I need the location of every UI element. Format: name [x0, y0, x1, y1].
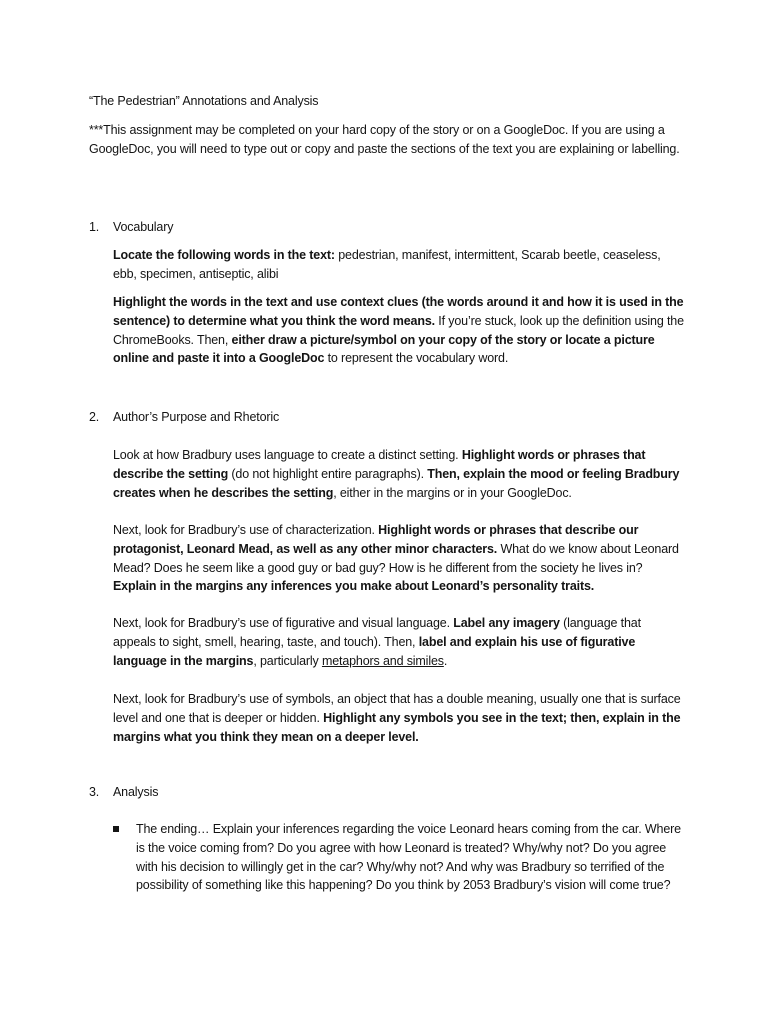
section-heading-vocabulary — [89, 218, 689, 237]
section-title: Author’s Purpose and Rhetoric — [113, 410, 280, 424]
document-title: “The Pedestrian” Annotations and Analysis — [89, 94, 319, 108]
section-number: 2. — [89, 410, 100, 424]
section-heading-rhetoric — [89, 408, 689, 427]
section-title: Analysis — [113, 785, 159, 799]
vocabulary-word-list: Locate the following words in the text: pedestrian, manifest, intermittent, Scarab beetle, ceaseless, ebb, specimen, antiseptic, alibi — [113, 248, 661, 281]
rhetoric-setting-paragraph: Look at how Bradbury uses language to create a distinct setting. Highlight words or phrases that describe the setting (do not highlight entire paragraphs). Then, explain the mood or feeling Bradbury creates when he describes the setting, either in the margins or in your GoogleDoc. — [113, 448, 680, 500]
section-number: 3. — [89, 785, 100, 799]
analysis-bullet-item: The ending… Explain your inferences regarding the voice Leonard hears coming from the car. Where is the voice coming from? Do you agree with how Leonard is treated? Why/why not? Do you agree with his decision to willingly get in the car? Why/why not? And why was Bradbury so terrified of the possibility of something like this happening? Do you think by 2053 Bradbury’s vision will come true? — [136, 822, 681, 893]
section-number: 1. — [89, 220, 100, 234]
bullet-square-icon — [113, 826, 119, 832]
assignment-intro: ***This assignment may be completed on your hard copy of the story or on a GoogleDoc. If you are using a GoogleDoc, you will need to type out or copy and paste the sections of the text you are explaining or labelling. — [89, 123, 680, 156]
section-title: Vocabulary — [113, 220, 174, 234]
section-heading-analysis — [89, 783, 689, 802]
rhetoric-characterization-paragraph: Next, look for Bradbury’s use of characterization. Highlight words or phrases that describe our protagonist, Leonard Mead, as well as any other minor characters. What do we know about Leonard Mead? Does he seem like a good guy or bad guy? How is he different from the society he lives in? Explain in the margins any inferences you make about Leonard’s personality traits. — [113, 523, 679, 594]
vocabulary-instructions: Highlight the words in the text and use context clues (the words around it and how it is used in the sentence) to determine what you think the word means. If you’re stuck, look up the definition using the ChromeBooks. Then, either draw a picture/symbol on your copy of the story or locate a picture online and paste it into a GoogleDoc to represent the vocabulary word. — [113, 295, 684, 366]
rhetoric-figurative-paragraph: Next, look for Bradbury’s use of figurative and visual language. Label any imagery (language that appeals to sight, smell, hearing, taste, and touch). Then, label and explain his use of figurative language in the margins, particularly metaphors and similes. — [113, 616, 641, 668]
underlined-phrase: metaphors and similes — [321, 653, 444, 668]
rhetoric-symbols-paragraph: Next, look for Bradbury’s use of symbols, an object that has a double meaning, usually one that is surface level and one that is deeper or hidden. Highlight any symbols you see in the text; then, explain in the margins what you think they mean on a deeper level. — [113, 692, 681, 744]
